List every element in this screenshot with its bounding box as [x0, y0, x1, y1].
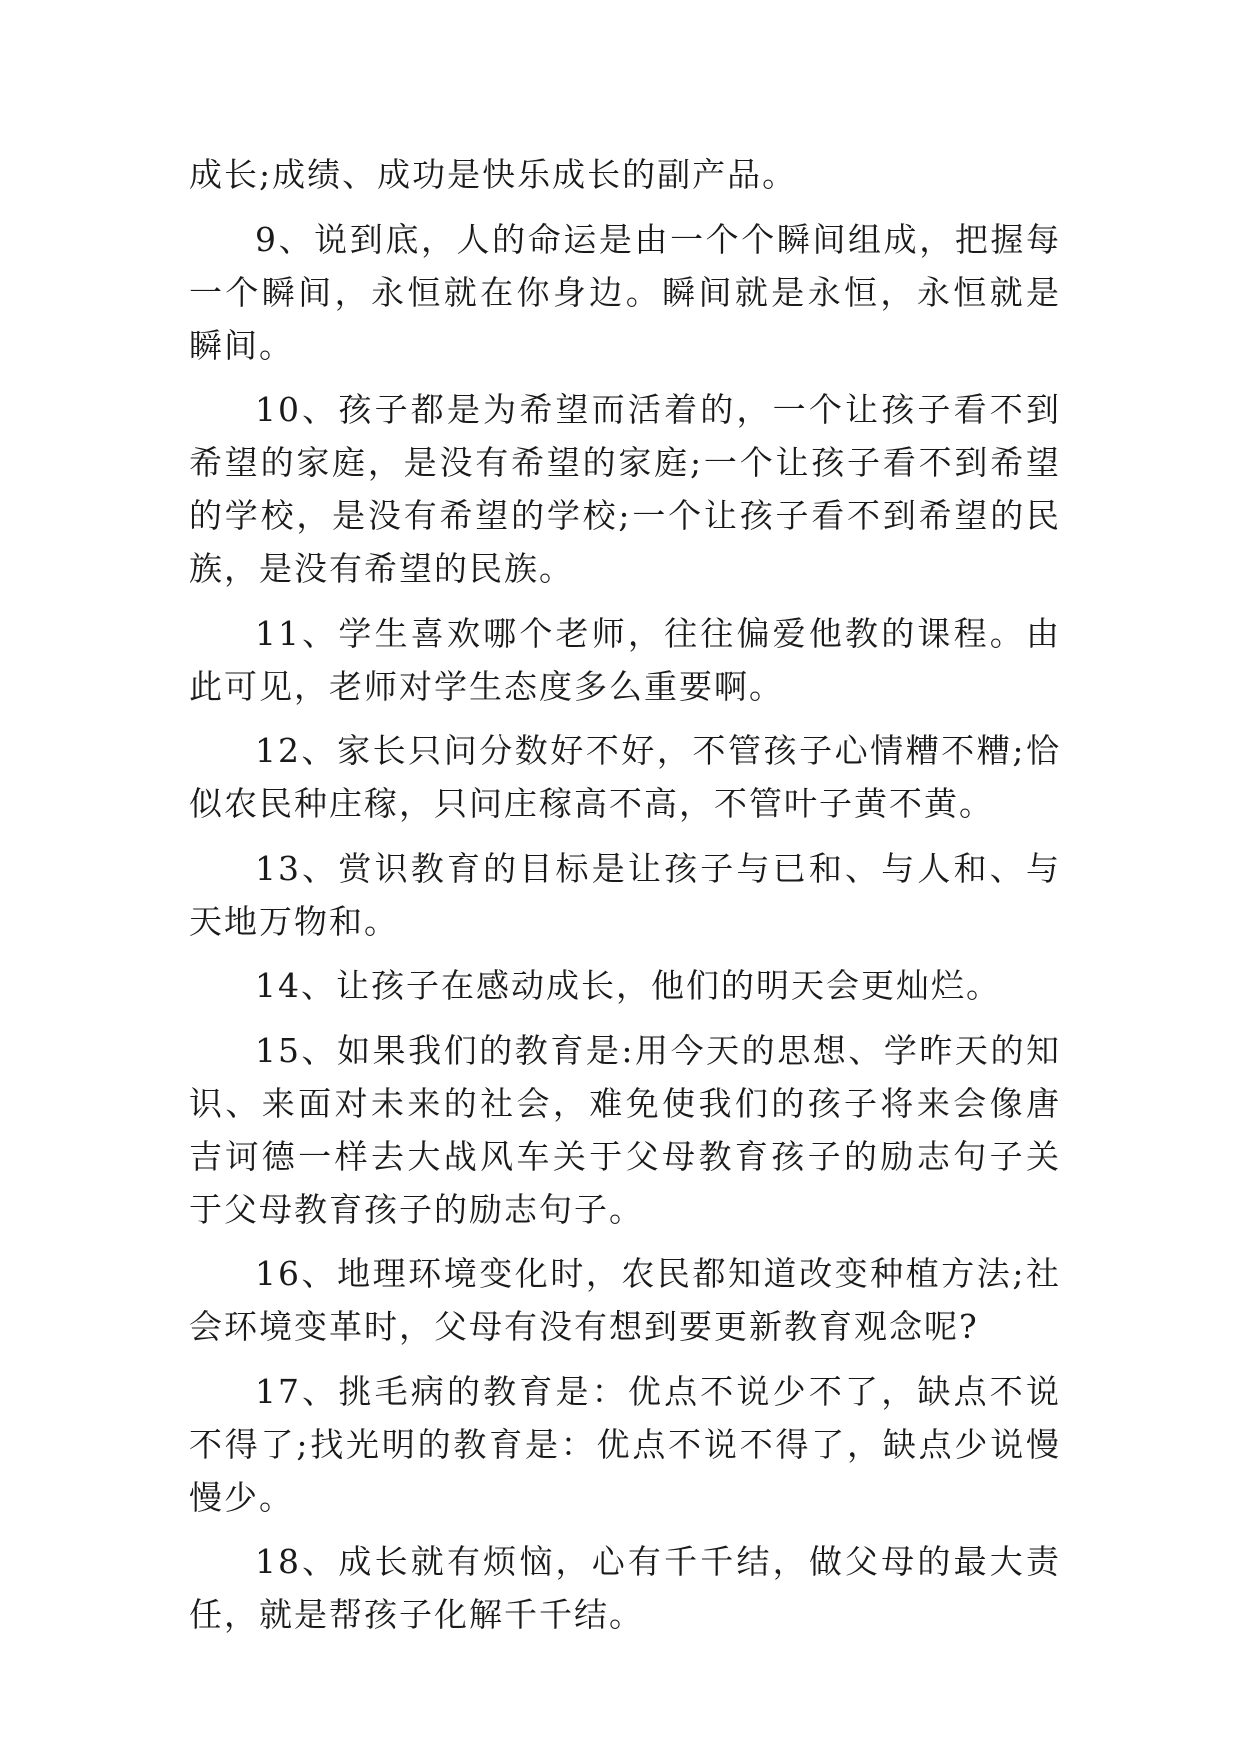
- paragraph-item-14: 14、让孩子在感动成长，他们的明天会更灿烂。: [255, 966, 1001, 1005]
- paragraph-item-9: 9、说到底，人的命运是由一个个瞬间组成，把握每一个瞬间，永恒就在你身边。瞬间就是永恒，永恒就是瞬间。: [189, 219, 1061, 365]
- paragraph-item-13: 13、赏识教育的目标是让孩子与已和、与人和、与天地万物和。: [189, 848, 1061, 941]
- paragraph-item-15: 15、如果我们的教育是:用今天的思想、学昨天的知识、来面对未来的社会，难免使我们的孩子将来会像唐吉诃德一样去大战风车关于父母教育孩子的励志句子关于父母教育孩子的励志句子。: [189, 1030, 1061, 1229]
- document-body: [189, 148, 1061, 1653]
- paragraph-item-17: 17、挑毛病的教育是：优点不说少不了，缺点不说不得了;找光明的教育是：优点不说不得了，缺点少说慢慢少。: [189, 1371, 1061, 1517]
- paragraph-item-11: 11、学生喜欢哪个老师，往往偏爱他教的课程。由此可见，老师对学生态度多么重要啊。: [189, 613, 1061, 706]
- paragraph-item-18: 18、成长就有烦恼，心有千千结，做父母的最大责任，就是帮孩子化解千千结。: [189, 1542, 1061, 1634]
- paragraph-continuation: 成长;成绩、成功是快乐成长的副产品。: [189, 155, 798, 194]
- paragraph-item-16: 16、地理环境变化时，农民都知道改变种植方法;社会环境变革时，父母有没有想到要更新教育观念呢?: [189, 1254, 1061, 1346]
- paragraph-item-12: 12、家长只问分数好不好，不管孩子心情糟不糟;恰似农民种庄稼，只问庄稼高不高，不管叶子黄不黄。: [189, 731, 1061, 823]
- paragraph-item-10: 10、孩子都是为希望而活着的，一个让孩子看不到希望的家庭，是没有希望的家庭;一个让孩子看不到希望的学校，是没有希望的学校;一个让孩子看不到希望的民族，是没有希望的民族。: [189, 390, 1061, 588]
